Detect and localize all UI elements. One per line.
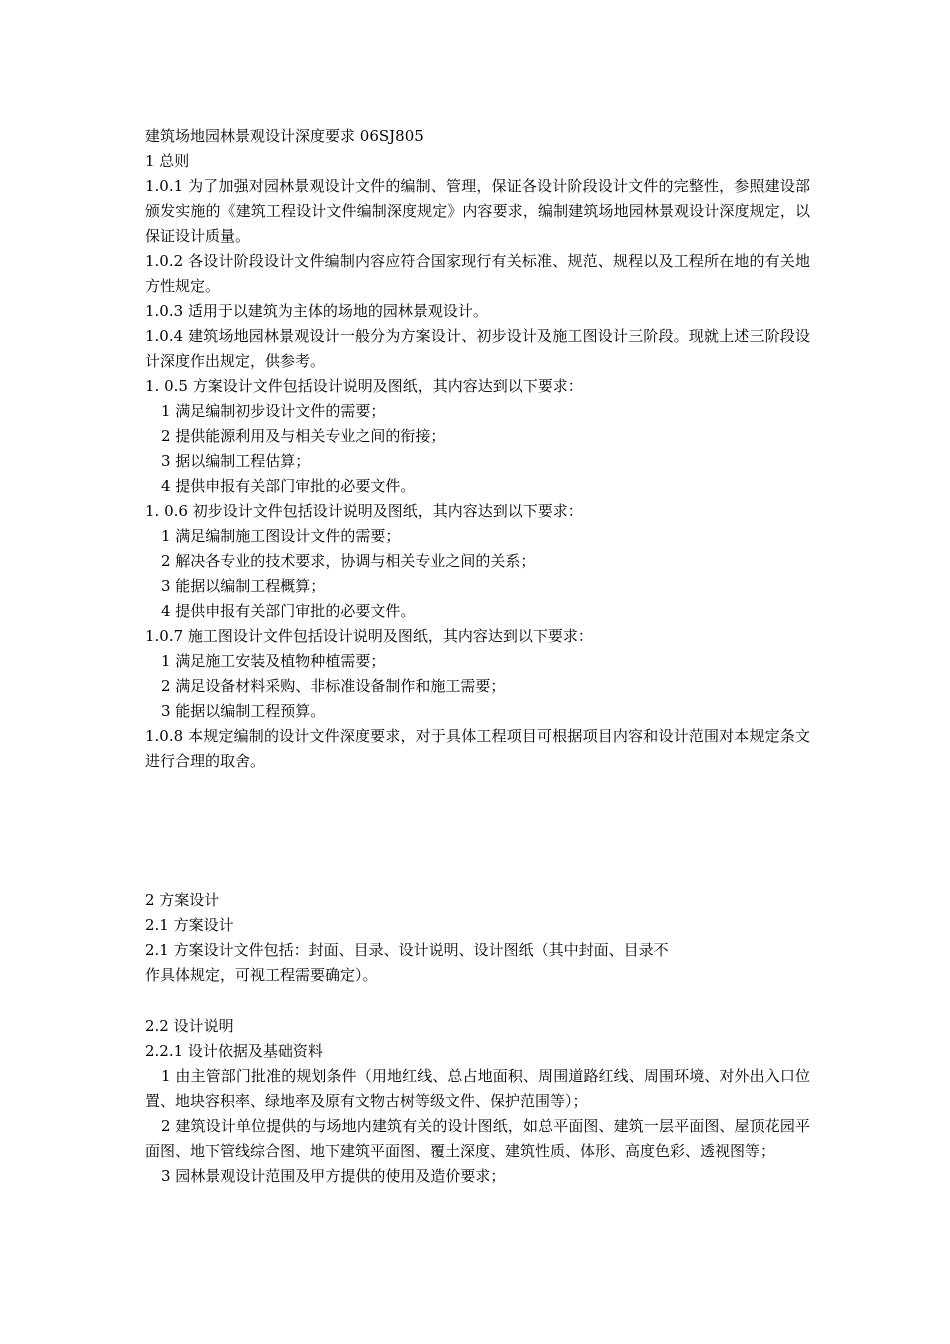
clause-1-0-6-item: 3 能据以编制工程概算； (161, 577, 326, 595)
clause-1-0-5-item: 4 提供申报有关部门审批的必要文件。 (161, 477, 416, 495)
clause-1-0-6: 1. 0.6 初步设计文件包括设计说明及图纸，其内容达到以下要求： (145, 502, 583, 520)
clause-1-0-5-item: 3 据以编制工程估算； (161, 452, 311, 470)
clause-2-2-1-item-1: 1 由主管部门批准的规划条件（用地红线、总占地面积、周围道路红线、周围环境、对外出入口位置、地块容积率、绿地率及原有文物古树等级文件、保护范围等）； (145, 1067, 810, 1110)
section-1-heading: 1 总则 (145, 152, 190, 170)
clause-1-0-3: 1.0.3 适用于以建筑为主体的场地的园林景观设计。 (145, 302, 488, 320)
clause-1-0-7: 1.0.7 施工图设计文件包括设计说明及图纸，其内容达到以下要求： (145, 627, 593, 645)
section-2-heading: 2 方案设计 (145, 891, 220, 909)
document-page (145, 124, 810, 1189)
clause-1-0-4: 1.0.4 建筑场地园林景观设计一般分为方案设计、初步设计及施工图设计三阶段。现就上述三阶段设计深度作出规定，供参考。 (145, 327, 810, 370)
clause-1-0-5-item: 2 提供能源利用及与相关专业之间的衔接； (161, 427, 446, 445)
clause-1-0-6-item: 1 满足编制施工图设计文件的需要； (161, 527, 401, 545)
document-title: 建筑场地园林景观设计深度要求 06SJ805 (145, 127, 424, 145)
clause-1-0-7-item: 2 满足设备材料采购、非标准设备制作和施工需要； (161, 677, 506, 695)
clause-1-0-8: 1.0.8 本规定编制的设计文件深度要求，对于具体工程项目可根据项目内容和设计范围对本规定条文进行合理的取舍。 (145, 727, 810, 770)
clause-2-1-line-2: 作具体规定，可视工程需要确定）。 (145, 966, 378, 984)
clause-2-1-line-1: 2.1 方案设计文件包括：封面、目录、设计说明、设计图纸（其中封面、目录不 (145, 941, 669, 959)
clause-1-0-7-item: 3 能据以编制工程预算。 (161, 702, 326, 720)
subsection-2-2-heading: 2.2 设计说明 (145, 1017, 234, 1035)
clause-1-0-7-item: 1 满足施工安装及植物种植需要； (161, 652, 386, 670)
clause-1-0-2: 1.0.2 各设计阶段设计文件编制内容应符合国家现行有关标准、规范、规程以及工程所在地的有关地方性规定。 (145, 252, 810, 295)
clause-1-0-1: 1.0.1 为了加强对园林景观设计文件的编制、管理，保证各设计阶段设计文件的完整性，参照建设部颁发实施的《建筑工程设计文件编制深度规定》内容要求，编制建筑场地园林景观设计深度规定，以保证设计质量。 (145, 177, 810, 245)
clause-1-0-6-item: 2 解决各专业的技术要求，协调与相关专业之间的关系； (161, 552, 536, 570)
clause-1-0-5: 1. 0.5 方案设计文件包括设计说明及图纸，其内容达到以下要求： (145, 377, 583, 395)
subsection-2-2-1-heading: 2.2.1 设计依据及基础资料 (145, 1042, 323, 1060)
clause-1-0-5-item: 1 满足编制初步设计文件的需要； (161, 402, 386, 420)
blank-space (145, 988, 810, 1014)
clause-2-2-1-item-2: 2 建筑设计单位提供的与场地内建筑有关的设计图纸，如总平面图、建筑一层平面图、屋顶花园平面图、地下管线综合图、地下建筑平面图、覆土深度、建筑性质、体形、高度色彩、透视图等； (145, 1117, 810, 1160)
blank-space (145, 774, 810, 888)
clause-2-2-1-item-3: 3 园林景观设计范围及甲方提供的使用及造价要求； (161, 1167, 506, 1185)
subsection-2-1-heading: 2.1 方案设计 (145, 916, 234, 934)
clause-1-0-6-item: 4 提供申报有关部门审批的必要文件。 (161, 602, 416, 620)
